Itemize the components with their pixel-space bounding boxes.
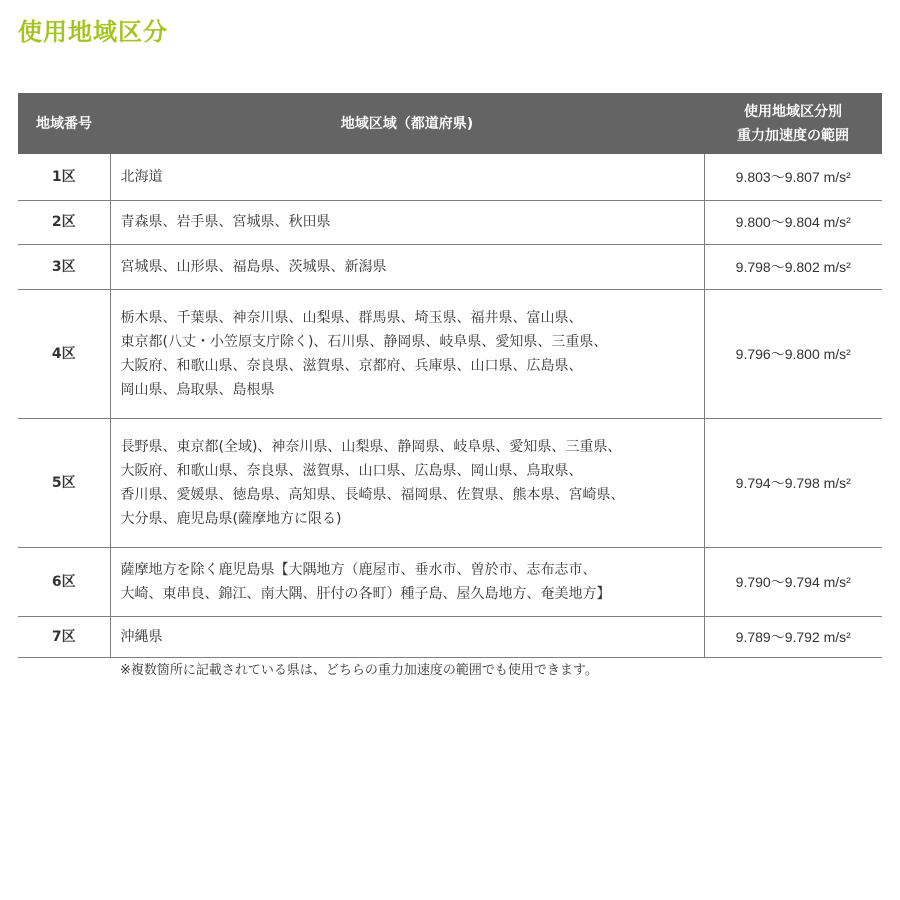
zone-area [110,200,704,244]
zone-area-line: 北海道 [120,168,163,185]
zone-number: 7区 [18,616,110,657]
zone-gravity-range: 9.790〜9.794 m/s² [704,547,882,616]
page-title: 使用地域区分 [18,18,168,46]
footnote: ※複数箇所に記載されている県は、どちらの重力加速度の範囲でも使用できます。 [120,663,598,678]
table-row [18,547,882,616]
table-row [18,616,882,657]
zone-gravity-range: 9.803〜9.807 m/s² [704,154,882,200]
table-header-row [18,93,882,154]
zone-area-line: 大崎、東串良、錦江、南大隅、肝付の各町）種子島、屋久島地方、奄美地方】 [120,585,611,602]
table-row [18,200,882,244]
table-row [18,154,882,200]
table-row [18,418,882,547]
zone-area [110,289,704,418]
header-zone-number: 地域番号 [18,93,110,154]
zone-area-line: 東京都(八丈・小笠原支庁除く)、石川県、静岡県、岐阜県、愛知県、三重県、 [120,333,608,350]
zone-area-line: 薩摩地方を除く鹿児島県【大隅地方（鹿屋市、垂水市、曽於市、志布志市、 [120,561,597,578]
header-area: 地域区域（都道府県) [110,93,704,154]
zone-area [110,616,704,657]
table-row [18,289,882,418]
zone-number: 6区 [18,547,110,616]
zone-gravity-range: 9.800〜9.804 m/s² [704,200,882,244]
zone-area-line: 岡山県、鳥取県、島根県 [120,381,275,398]
zone-area-line: 長野県、東京都(全域)、神奈川県、山梨県、静岡県、岐阜県、愛知県、三重県、 [120,438,622,455]
zone-area [110,547,704,616]
header-gravity-range-line1: 使用地域区分別 [744,103,842,120]
zone-number: 4区 [18,289,110,418]
zone-area-line: 沖縄県 [120,628,163,645]
zone-gravity-range: 9.798〜9.802 m/s² [704,244,882,289]
zone-area-line: 大阪府、和歌山県、奈良県、滋賀県、山口県、広島県、岡山県、鳥取県、 [120,462,583,479]
zone-number: 5区 [18,418,110,547]
zone-area-line: 青森県、岩手県、宮城県、秋田県 [120,214,331,230]
zone-area-line: 香川県、愛媛県、徳島県、高知県、長崎県、福岡県、佐賀県、熊本県、宮崎県、 [120,486,625,503]
zone-area-line: 大分県、鹿児島県(薩摩地方に限る) [120,510,342,527]
zone-number: 2区 [18,200,110,244]
table-row [18,244,882,289]
zone-number: 1区 [18,154,110,200]
zone-area-line: 大阪府、和歌山県、奈良県、滋賀県、京都府、兵庫県、山口県、広島県、 [120,357,583,374]
zone-area [110,244,704,289]
header-gravity-range-line2: 重力加速度の範囲 [737,127,849,144]
zone-area [110,418,704,547]
gravity-zone-table [18,93,882,658]
zone-gravity-range: 9.796〜9.800 m/s² [704,289,882,418]
zone-area-line: 宮城県、山形県、福島県、茨城県、新潟県 [120,258,387,275]
zone-area [110,154,704,200]
zone-gravity-range: 9.789〜9.792 m/s² [704,616,882,657]
header-gravity-range [704,93,882,154]
zone-number: 3区 [18,244,110,289]
zone-area-line: 栃木県、千葉県、神奈川県、山梨県、群馬県、埼玉県、福井県、富山県、 [120,309,583,326]
zone-gravity-range: 9.794〜9.798 m/s² [704,418,882,547]
